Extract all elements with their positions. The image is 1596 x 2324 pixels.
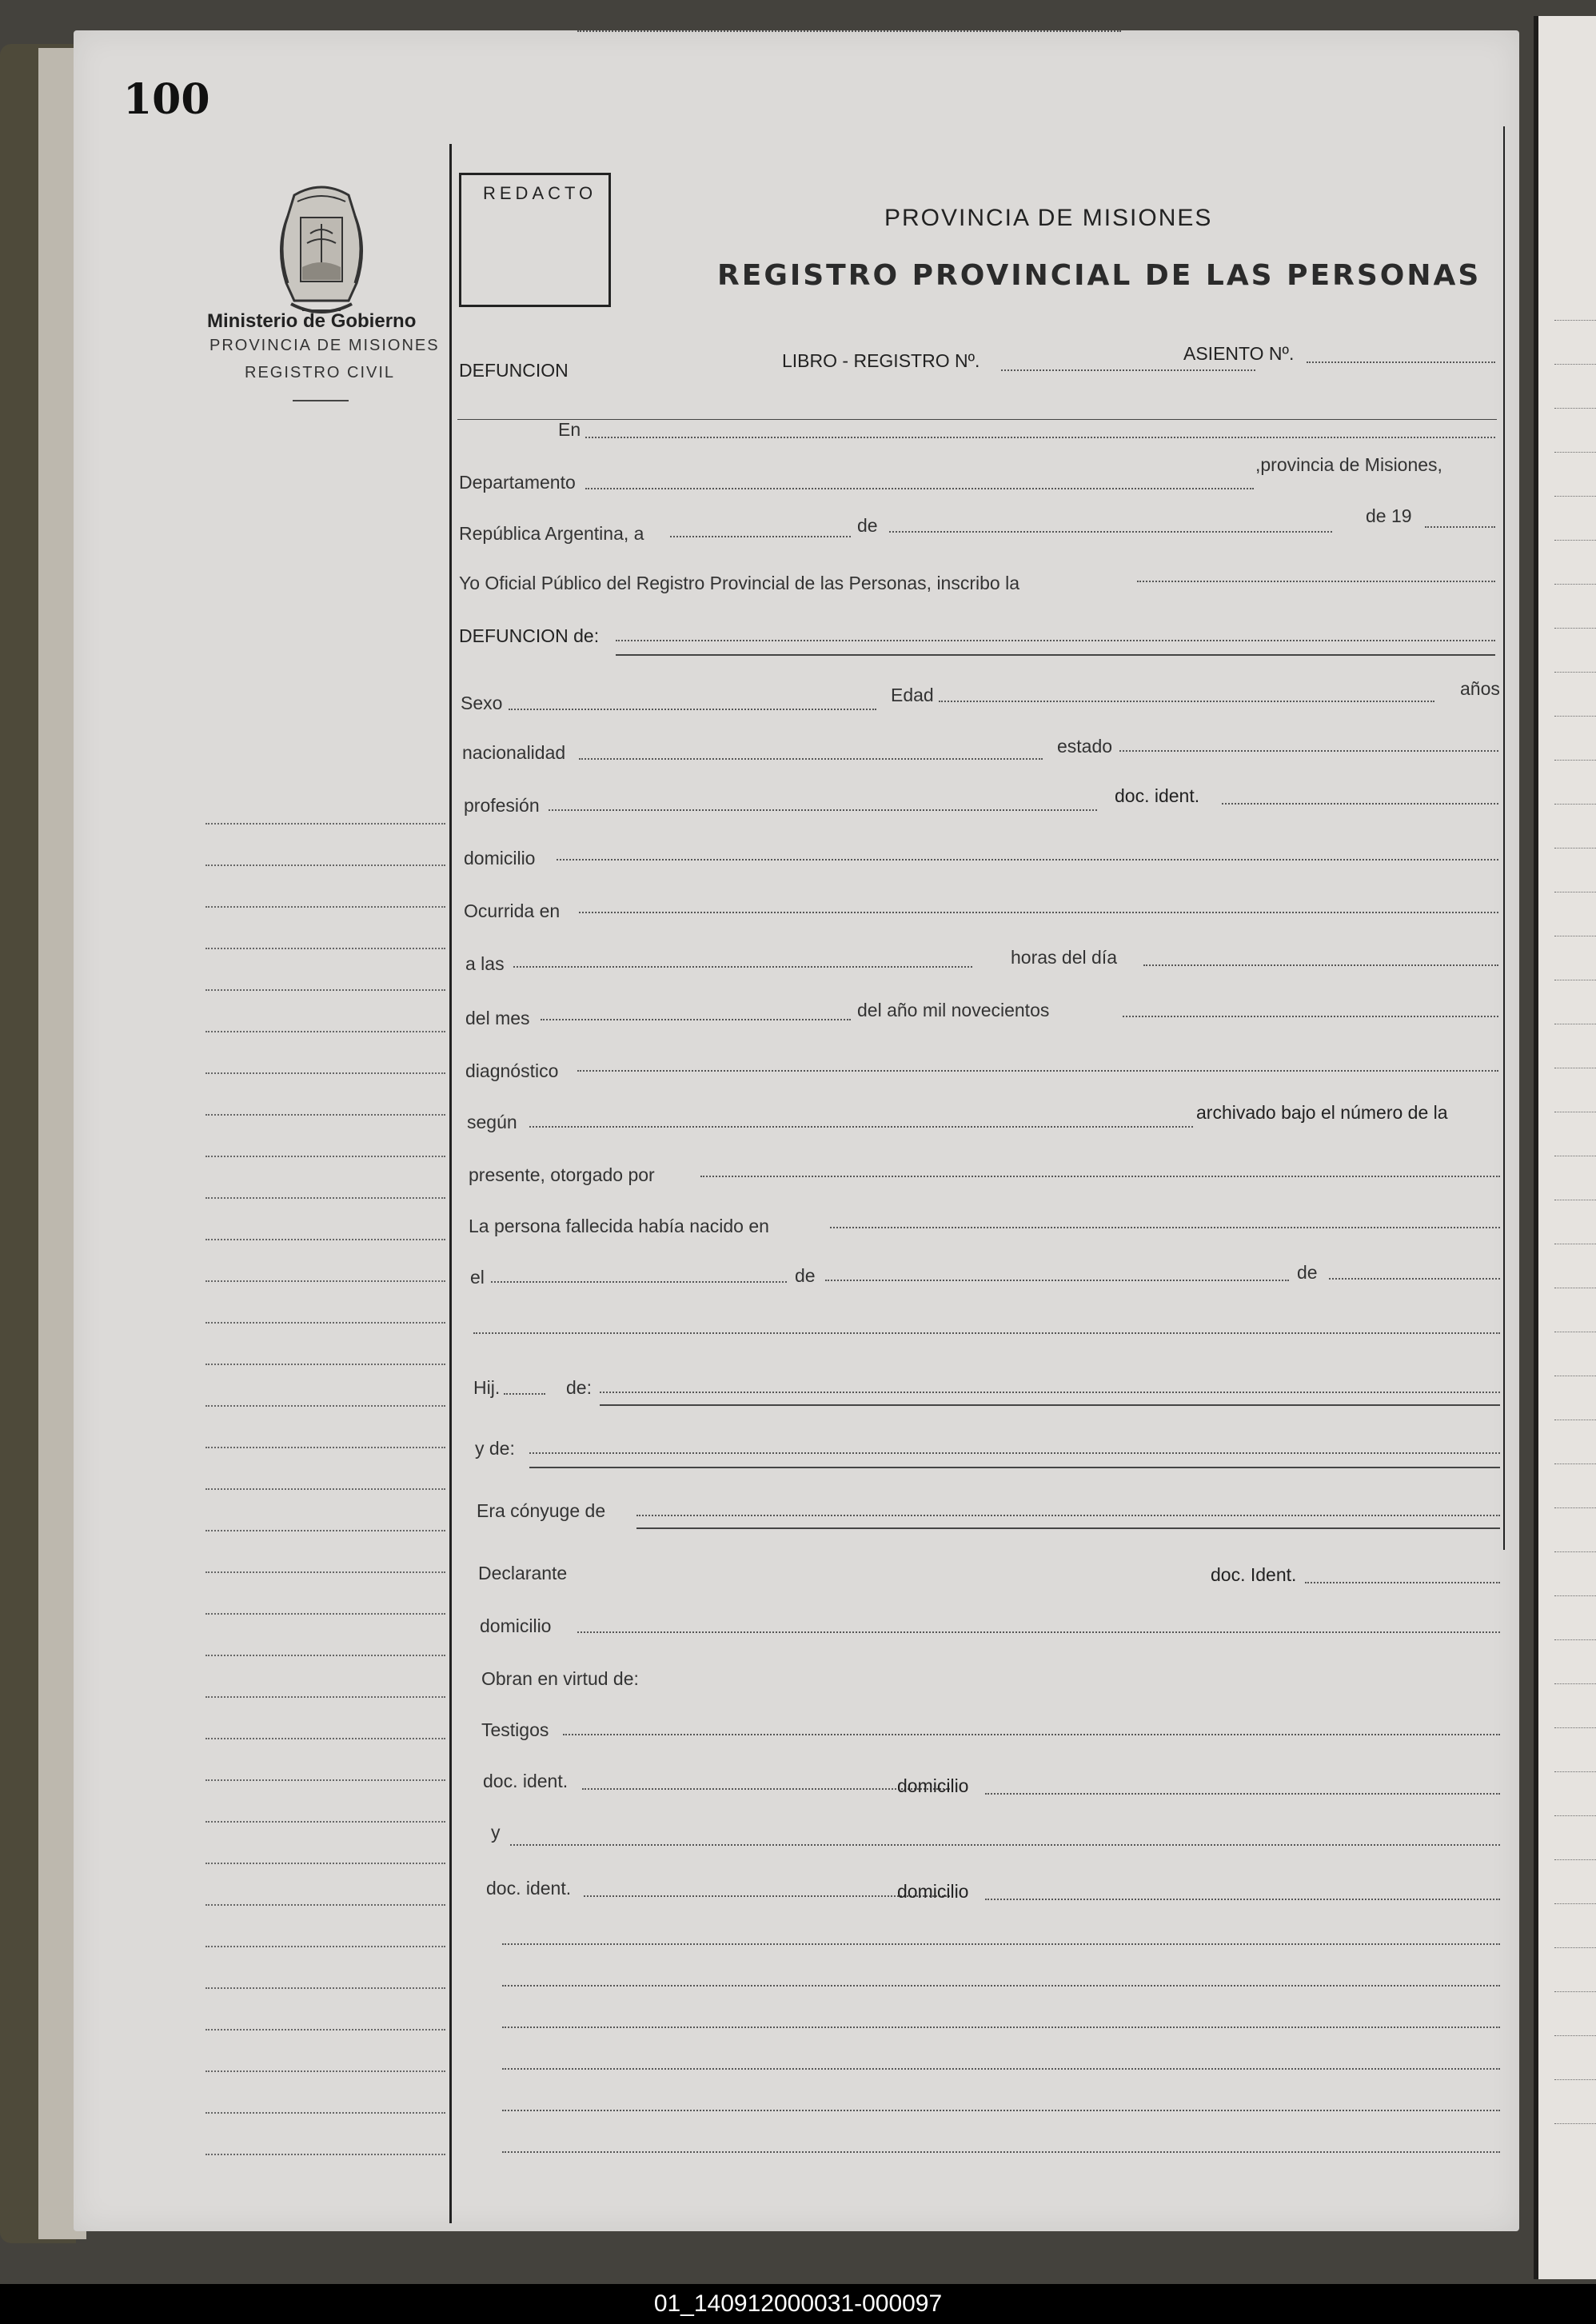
margin-note-line [205, 2029, 445, 2031]
register-page [74, 30, 1519, 2231]
margin-note-line [205, 1987, 445, 1989]
facing-page-line [1554, 2123, 1596, 2124]
facing-page-line [1554, 452, 1596, 453]
edad-label: Edad [891, 685, 934, 705]
defuncion-de-field[interactable] [616, 640, 1495, 641]
margin-note-line [205, 1197, 445, 1199]
en-label: En [558, 419, 581, 440]
margin-note-line [205, 1156, 445, 1157]
margin-note-line [205, 1696, 445, 1698]
ocurrida-en-label: Ocurrida en [464, 900, 561, 921]
observaciones-line[interactable] [502, 2027, 1500, 2028]
image-caption: 01_140912000031-000097 [0, 2284, 1596, 2324]
profesion-label: profesión [464, 795, 540, 816]
margin-note-line [205, 1571, 445, 1573]
yo-oficial-text: Yo Oficial Público del Registro Provincial de las Personas, inscribo la [459, 573, 1019, 593]
facing-page-line [1554, 1683, 1596, 1684]
libro-registro-label: LIBRO - REGISTRO Nº. [782, 350, 980, 371]
departamento-field[interactable] [585, 488, 1254, 489]
facing-page-line [1554, 496, 1596, 497]
domicilio-label: domicilio [464, 848, 536, 869]
y-label: y [491, 1822, 501, 1843]
de-label: de [857, 515, 878, 536]
de-a-label: de [795, 1265, 816, 1286]
profesion-field[interactable] [549, 809, 1097, 811]
issuer-ministry: Ministerio de Gobierno [207, 310, 417, 332]
provincia-misiones-text: ,provincia de Misiones, [1255, 454, 1442, 475]
declarante-label: Declarante [478, 1563, 568, 1583]
margin-note-line [205, 2070, 445, 2072]
a-las-field[interactable] [513, 966, 972, 968]
facing-page-line [1554, 1507, 1596, 1508]
domicilio-3-label: domicilio [897, 1775, 969, 1796]
margin-note-line [205, 1738, 445, 1739]
margin-note-line [205, 1364, 445, 1365]
anos-label: años [1460, 678, 1500, 699]
horas-del-dia-field[interactable] [1143, 964, 1498, 966]
domicilio-3-field[interactable] [985, 1793, 1500, 1795]
facing-page-line [1554, 1991, 1596, 1992]
estado-label: estado [1057, 736, 1113, 757]
doc-ident-3-label: doc. ident. [483, 1771, 569, 1791]
facing-page-line [1554, 1595, 1596, 1596]
rule-line [457, 419, 1497, 420]
doc-ident-3-field[interactable] [582, 1788, 950, 1790]
margin-note-line [205, 823, 445, 825]
margin-note-line [205, 1072, 445, 1074]
horas-del-dia-label: horas del día [1011, 947, 1117, 968]
margin-note-line [205, 1530, 445, 1531]
facing-page-line [1554, 628, 1596, 629]
obran-label: Obran en virtud de: [481, 1668, 639, 1689]
facing-page-line [1554, 1727, 1596, 1728]
persona-nacido-label: La persona fallecida había nacido en [469, 1216, 769, 1236]
margin-note-line [205, 2112, 445, 2114]
observaciones-line[interactable] [502, 1985, 1500, 1987]
sexo-label: Sexo [461, 693, 503, 713]
hij-suffix-field[interactable] [504, 1393, 545, 1395]
issuer-underline [293, 400, 349, 401]
header-province: PROVINCIA DE MISIONES [884, 205, 1213, 231]
margin-note-line [205, 1613, 445, 1615]
madre-field[interactable] [529, 1452, 1500, 1454]
diagnostico-field[interactable] [577, 1070, 1498, 1072]
doc-ident-field[interactable] [1222, 803, 1498, 805]
margin-note-line [205, 1280, 445, 1282]
margin-note-line [205, 1405, 445, 1407]
margin-note-line [205, 906, 445, 908]
margin-rule [449, 144, 452, 2223]
domicilio-4-field[interactable] [985, 1899, 1500, 1900]
doc-ident-4-label: doc. ident. [486, 1878, 572, 1899]
facing-page [1534, 16, 1596, 2279]
facing-page-line [1554, 1551, 1596, 1552]
page-number: 100 [123, 75, 210, 124]
doc-ident-4-field[interactable] [584, 1895, 950, 1897]
de-b-label: de [1297, 1262, 1318, 1283]
margin-note-line [205, 1322, 445, 1324]
issuer-registry: REGISTRO CIVIL [245, 364, 396, 381]
facing-page-line [1554, 408, 1596, 409]
right-rule [1503, 126, 1505, 1550]
inscribo-field[interactable] [1137, 581, 1495, 582]
rule-line [600, 1404, 1500, 1406]
asiento-label: ASIENTO Nº. [1183, 343, 1295, 364]
nacimiento-dia-field[interactable] [491, 1281, 787, 1283]
margin-note-line [205, 1655, 445, 1656]
margin-note-line [205, 1904, 445, 1906]
segun-label: según [467, 1112, 517, 1132]
margin-note-line [205, 1447, 445, 1448]
domicilio-2-label: domicilio [480, 1615, 552, 1636]
facing-page-line [1554, 1903, 1596, 1904]
departamento-label: Departamento [459, 472, 576, 493]
margin-note-line [205, 1821, 445, 1823]
facing-page-line [1554, 1859, 1596, 1860]
rule-line [616, 654, 1495, 656]
margin-note-line [205, 948, 445, 949]
facing-page-line [1554, 1947, 1596, 1948]
rule-line [636, 1527, 1500, 1529]
facing-page-line [1554, 760, 1596, 761]
facing-page-line [1554, 320, 1596, 321]
del-mes-label: del mes [465, 1008, 530, 1028]
defuncion-de-label: DEFUNCION de: [459, 625, 600, 646]
hij-label: Hij. [473, 1377, 501, 1398]
observaciones-line[interactable] [502, 2151, 1500, 2153]
doc-ident-label: doc. ident. [1115, 785, 1200, 806]
observaciones-line[interactable] [502, 2068, 1500, 2070]
nacionalidad-field[interactable] [579, 758, 1043, 760]
facing-page-line [1554, 1771, 1596, 1772]
del-mes-field[interactable] [541, 1019, 851, 1020]
ocurrida-en-field[interactable] [579, 912, 1498, 913]
presente-label: presente, otorgado por [469, 1164, 655, 1185]
testigo-2-field[interactable] [510, 1844, 1500, 1846]
nacimiento-ano-field[interactable] [1329, 1278, 1500, 1280]
facing-page-line [1554, 1815, 1596, 1816]
header-title: REGISTRO PROVINCIAL DE LAS PERSONAS [717, 259, 1482, 292]
margin-note-line [205, 865, 445, 866]
ano-field[interactable] [1425, 526, 1495, 528]
padre-field[interactable] [600, 1392, 1500, 1393]
facing-page-line [1554, 2035, 1596, 2036]
conyuge-label: Era cónyuge de [477, 1500, 606, 1521]
testigos-label: Testigos [481, 1719, 549, 1740]
issuer-province: PROVINCIA DE MISIONES [209, 337, 440, 354]
del-ano-field[interactable] [1123, 1016, 1498, 1017]
redacto-label: REDACTO [483, 183, 597, 203]
lugar-nacimiento-field[interactable] [830, 1227, 1500, 1228]
asiento-field[interactable] [1307, 361, 1495, 363]
facing-page-line [1554, 1639, 1596, 1640]
edad-field[interactable] [939, 701, 1434, 702]
facing-page-line [1554, 716, 1596, 717]
libro-registro-field[interactable] [1001, 369, 1255, 371]
nacimiento-mes-field[interactable] [825, 1280, 1289, 1281]
margin-note-line [205, 1031, 445, 1032]
segun-field[interactable] [529, 1126, 1193, 1128]
facing-page-line [1554, 364, 1596, 365]
sexo-field[interactable] [509, 709, 876, 710]
facing-page-line [1554, 804, 1596, 805]
declarante-field[interactable] [577, 30, 1121, 32]
republica-label: República Argentina, a [459, 523, 644, 544]
facing-page-line [1554, 848, 1596, 849]
margin-note-line [205, 1863, 445, 1864]
dia-field[interactable] [670, 536, 851, 537]
domicilio-2-field[interactable] [577, 1631, 1500, 1633]
de-19-label: de 19 [1366, 505, 1412, 526]
facing-page-line [1554, 672, 1596, 673]
facing-page-line [1554, 2079, 1596, 2080]
rule-line [529, 1467, 1500, 1468]
domicilio-field[interactable] [557, 859, 1498, 861]
observaciones-line[interactable] [502, 2110, 1500, 2111]
archivado-text: archivado bajo el número de la [1196, 1102, 1448, 1123]
doc-ident-2-label: doc. Ident. [1211, 1564, 1297, 1585]
hij-de-label: de: [566, 1377, 592, 1398]
domicilio-4-label: domicilio [897, 1881, 969, 1902]
margin-note-line [205, 989, 445, 991]
margin-note-line [205, 1779, 445, 1781]
nacionalidad-label: nacionalidad [462, 742, 566, 763]
en-field[interactable] [585, 437, 1495, 438]
margin-note-line [205, 1488, 445, 1490]
defuncion-label: DEFUNCION [459, 360, 569, 381]
conyuge-field[interactable] [636, 1515, 1500, 1516]
coat-of-arms-icon [270, 184, 373, 326]
y-de-label: y de: [475, 1438, 515, 1459]
margin-note-line [205, 1239, 445, 1240]
diagnostico-label: diagnóstico [465, 1060, 559, 1081]
margin-note-line [205, 2154, 445, 2155]
blank-line[interactable] [473, 1332, 1500, 1334]
otorgado-por-field[interactable] [700, 1176, 1500, 1177]
observaciones-line[interactable] [502, 1943, 1500, 1945]
estado-field[interactable] [1119, 750, 1498, 752]
testigos-field[interactable] [563, 1734, 1500, 1735]
a-las-label: a las [465, 953, 505, 974]
margin-note-line [205, 1946, 445, 1947]
facing-page-line [1554, 584, 1596, 585]
doc-ident-2-field[interactable] [1305, 1582, 1500, 1583]
margin-note-line [205, 1114, 445, 1116]
facing-page-line [1554, 1463, 1596, 1464]
mes-field[interactable] [889, 531, 1332, 533]
facing-page-line [1554, 540, 1596, 541]
el-label: el [470, 1267, 485, 1288]
del-ano-label: del año mil novecientos [857, 1000, 1050, 1020]
